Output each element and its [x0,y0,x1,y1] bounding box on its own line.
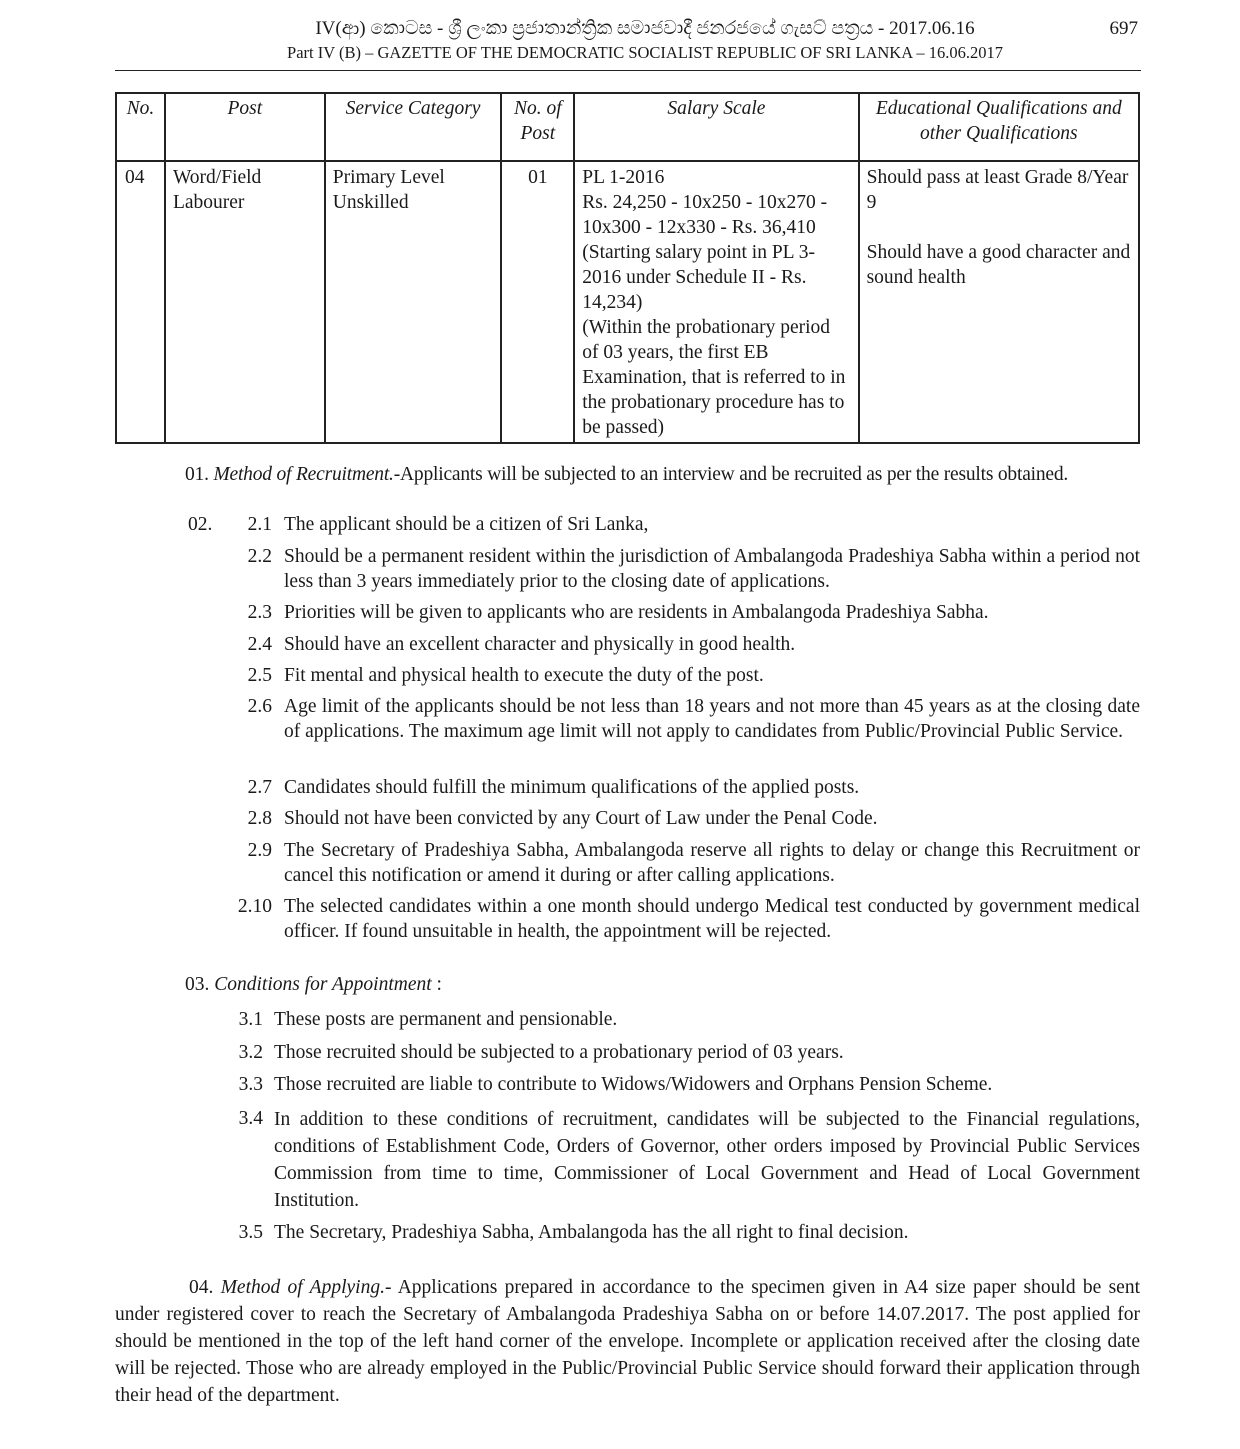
section4-title: Method of Applying.- [220,1277,392,1298]
section1-number: 01. [185,464,209,485]
item-number: 2.6 [247,696,272,717]
salary-range: Rs. 24,250 - 10x250 - 10x270 - 10x300 - 12x330 - Rs. 36,410 [582,192,828,238]
table-row [116,161,1139,443]
header-salary-scale: Salary Scale [574,93,858,161]
item-number: 2.3 [247,602,272,623]
list-item: Should not have been convicted by any Court of Law under the Penal Code. [284,808,878,829]
section3-title: Conditions for Appointment [214,974,432,995]
list-item: Age limit of the applicants should be not less than 18 years and not more than 45 years as at the closing date of applications. The maximum age limit will not apply to candidates from Public/Provincial Public Service. [284,696,1140,742]
cell-post: Word/Field Labourer [165,161,325,443]
item-number: 2.7 [247,777,272,798]
cell-salary-scale [574,161,858,443]
list-item: The Secretary, Pradeshiya Sabha, Ambalangoda has the all right to final decision. [274,1222,909,1243]
section4-text: Applications prepared in accordance to the specimen given in A4 size paper should be sent under registered cover to reach the Secretary of Ambalangoda Pradeshiya Sabha on or before 14.07.2017. The post applied for should be mentioned in the top of the left hand corner of the envelope. Incomplete or application received after the closing date will be rejected. Those who are already employed in the Public/Provincial Public Service should forward their application through their head of the department. [115,1277,1140,1406]
item-number: 2.1 [247,514,272,535]
section-method-of-applying [115,1274,1140,1409]
header-sinhala-title: IV(ආ) කොටස - ශ්‍රී ලංකා ප්‍රජාතාන්ත්‍රික සමාජවාදී ජනරජයේ ගැසට් පත්‍රය - 2017.06.16 [315,18,975,39]
cell-service-category: Primary Level Unskilled [325,161,502,443]
header-english-title: Part IV (B) – GAZETTE OF THE DEMOCRATIC SOCIALIST REPUBLIC OF SRI LANKA – 16.06.2017 [287,43,1003,62]
header-rule [115,70,1141,71]
item-number: 3.3 [238,1074,263,1095]
item-number: 3.1 [238,1009,263,1030]
list-item: Those recruited should be subjected to a probationary period of 03 years. [274,1042,844,1063]
qualification-character: Should have a good character and sound health [866,242,1131,288]
table-header-row [116,93,1139,161]
section-conditions-for-appointment [185,972,442,997]
item-number: 2.4 [247,634,272,655]
header-service-category: Service Category [325,93,502,161]
list-item: In addition to these conditions of recruitment, candidates will be subjected to the Financial regulations, conditions of Establishment Code, Orders of Governor, other orders imposed by Provincial Public Services Commission from time to time, Commissioner of Local Government and Head of Local Government Institution. [274,1109,1140,1211]
list-item: Should have an excellent character and physically in good health. [284,634,796,655]
item-number: 3.2 [238,1042,263,1063]
list-item: Fit mental and physical health to execute the duty of the post. [284,665,764,686]
section2-number: 02. [188,514,213,535]
list-item: The selected candidates within a one month should undergo Medical test conducted by government medical officer. If found unsuitable in health, the appointment will be rejected. [284,896,1140,942]
section3-suffix: : [436,974,442,995]
list-item: Those recruited are liable to contribute to Widows/Widowers and Orphans Pension Scheme. [274,1074,993,1095]
header-no-of-post: No. of Post [501,93,574,161]
section1-title: Method of Recruitment.- [213,464,401,485]
list-item: These posts are permanent and pensionable. [274,1009,618,1030]
cell-no-of-post: 01 [501,161,574,443]
qualification-education: Should pass at least Grade 8/Year 9 [866,167,1129,213]
item-number: 2.8 [247,808,272,829]
list-item: Candidates should fulfill the minimum qualifications of the applied posts. [284,777,860,798]
cell-qualifications [859,161,1139,443]
list-item: The applicant should be a citizen of Sri Lanka, [284,514,649,535]
section1-text: Applicants will be subjected to an interview and be recruited as per the results obtained. [400,464,1069,485]
list-item: The Secretary of Pradeshiya Sabha, Ambalangoda reserve all rights to delay or change this Recruitment or cancel this notification or amend it during or after calling applications. [284,840,1140,886]
item-number: 3.4 [238,1108,263,1129]
section3-number: 03. [185,974,210,995]
section4-number: 04. [189,1277,214,1298]
header-no: No. [116,93,165,161]
header-post: Post [165,93,325,161]
header-qualifications: Educational Qualifications and other Qualifications [859,93,1139,161]
recruitment-table [115,92,1140,444]
salary-starting-point: (Starting salary point in PL 3-2016 under Schedule II - Rs. 14,234) [582,242,815,313]
salary-eb-note: (Within the probationary period of 03 years, the first EB Examination, that is referred to in the probationary procedure has to be passed) [582,317,846,438]
item-number: 3.5 [238,1222,263,1243]
item-number: 2.5 [247,665,272,686]
item-number: 2.9 [247,840,272,861]
item-number: 2.2 [247,546,272,567]
list-item: Priorities will be given to applicants who are residents in Ambalangoda Pradeshiya Sabha. [284,602,989,623]
page-number: 697 [1109,18,1138,39]
item-number: 2.10 [237,896,272,917]
salary-code: PL 1-2016 [582,167,665,188]
list-item: Should be a permanent resident within the jurisdiction of Ambalangoda Pradeshiya Sabha within a period not less than 3 years immediately prior to the closing date of applications. [284,546,1140,592]
cell-no: 04 [116,161,165,443]
section-method-of-recruitment [185,462,1145,487]
